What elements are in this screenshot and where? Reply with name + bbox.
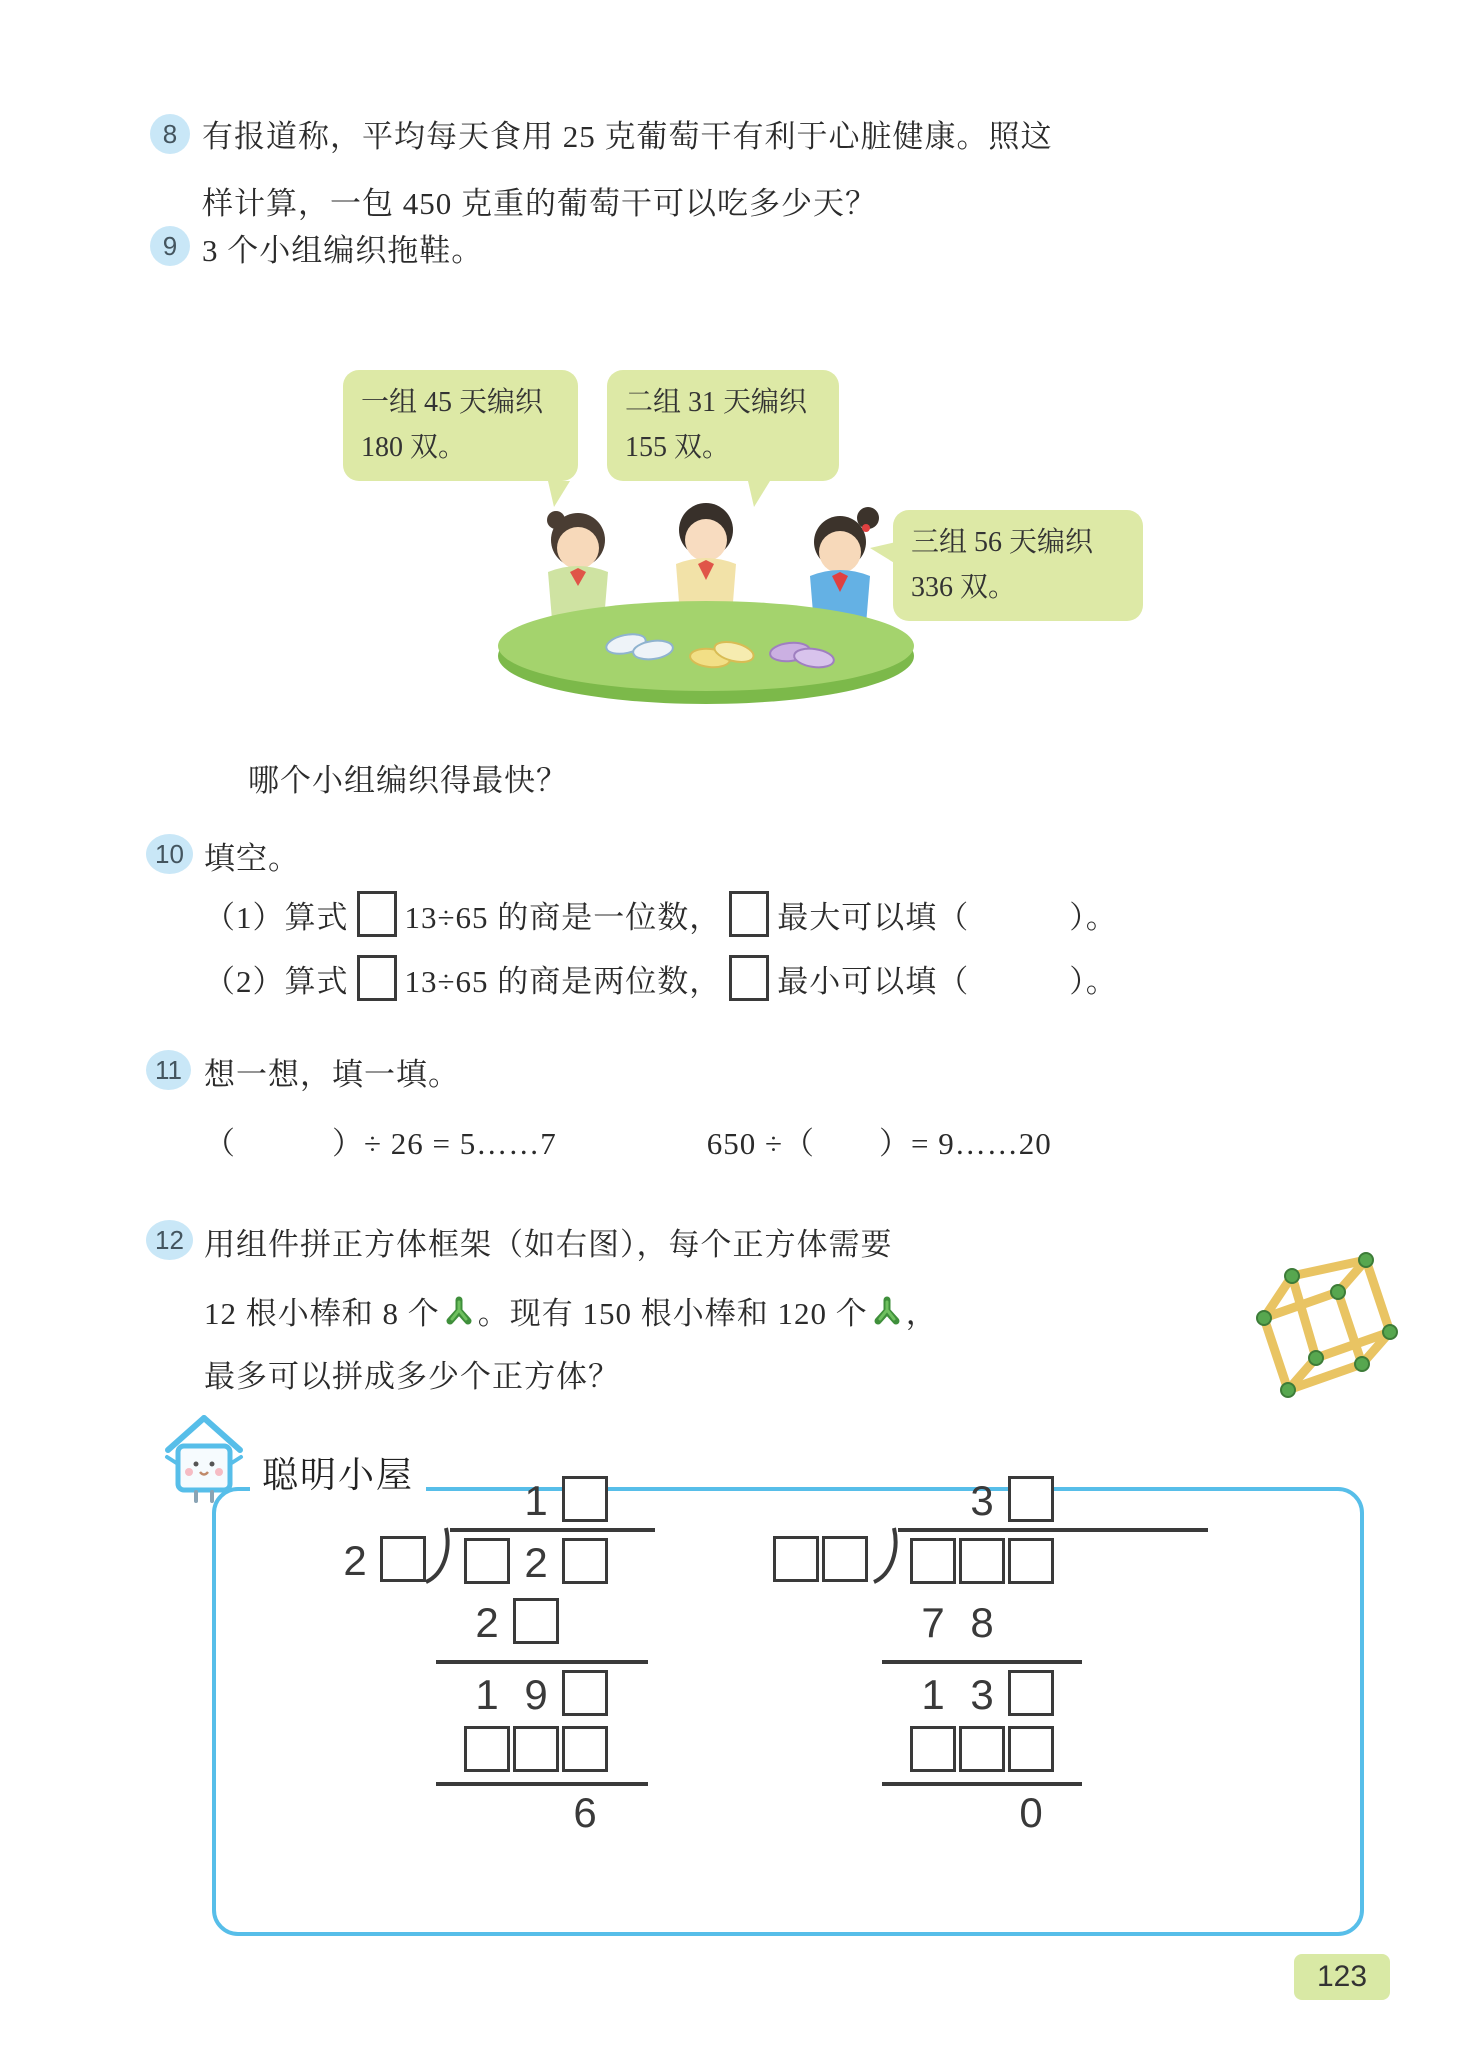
- long-division-left: [330, 1470, 670, 1860]
- blank-box: [729, 955, 769, 1001]
- problem-11-title: 想一想，填一填。: [204, 1057, 460, 1092]
- dividend-digit: 2: [524, 1539, 548, 1586]
- bubble3-line1: 三组 56 天编织: [911, 527, 1094, 558]
- product-digit: 8: [970, 1599, 994, 1646]
- speech-bubble-group2: [607, 370, 839, 481]
- problem-10-title: 填空。: [204, 841, 300, 876]
- y-connector-icon: [873, 1296, 901, 1326]
- blank-box: [1008, 1670, 1054, 1716]
- equation-2: 650 ÷（ ）= 9……20: [706, 1126, 1052, 1161]
- blank-box: [513, 1726, 559, 1772]
- item1-pre: （1）算式: [204, 899, 349, 935]
- problem-8-badge: 8: [150, 114, 190, 154]
- item1-close: ）。: [1069, 899, 1118, 935]
- blank-box: [380, 1536, 426, 1582]
- blank-box: [513, 1598, 559, 1644]
- blank-box: [464, 1538, 510, 1584]
- item2-mid: 13÷65 的商是两位数，: [404, 963, 722, 999]
- blank-box: [357, 891, 397, 937]
- problem-12-line2: [204, 1288, 938, 1333]
- smart-house-title: 聪明小屋: [250, 1447, 426, 1498]
- subtraction-line: [436, 1782, 648, 1786]
- blank-box: [562, 1726, 608, 1772]
- item2-pre: （2）算式: [204, 963, 349, 999]
- y-connector-icon: [445, 1296, 473, 1326]
- line2-seg1: 12 根小棒和 8 个: [204, 1296, 440, 1331]
- page-number-badge: 123: [1294, 1954, 1390, 2000]
- divisor-digit: 2: [343, 1537, 367, 1584]
- product-digit: 2: [475, 1599, 499, 1646]
- bubble3-line2: 336 双。: [911, 572, 1017, 604]
- row-digit: 9: [524, 1671, 548, 1718]
- blank-box: [464, 1726, 510, 1772]
- problem-9-badge: 9: [150, 226, 190, 266]
- problem-12-line1: 用组件拼正方体框架（如右图），每个正方体需要: [204, 1227, 893, 1262]
- subtraction-line: [882, 1660, 1082, 1664]
- long-division-right: [770, 1470, 1220, 1860]
- bubble1-line2: 180 双。: [361, 432, 467, 464]
- blank-box: [1008, 1476, 1054, 1522]
- subtraction-line: [882, 1782, 1082, 1786]
- problem-11-badge: 11: [146, 1050, 191, 1090]
- subtraction-line: [436, 1660, 648, 1664]
- bubble2-line2: 155 双。: [625, 432, 731, 464]
- speech-bubble-group1: [343, 370, 578, 481]
- problem-10-item1: [204, 891, 1118, 937]
- blank-box: [910, 1538, 956, 1584]
- division-vinculum: [898, 1528, 1208, 1532]
- blank-box: [773, 1536, 819, 1582]
- blank-box: [562, 1670, 608, 1716]
- line2-seg3: ，: [905, 1296, 938, 1331]
- division-bracket-curve: [422, 1526, 456, 1586]
- problem-10-badge: 10: [146, 834, 193, 874]
- problem-12-badge: 12: [146, 1220, 193, 1260]
- blank-box: [1008, 1538, 1054, 1584]
- row-digit: 1: [475, 1671, 499, 1718]
- item2-close: ）。: [1069, 963, 1118, 999]
- weaving-illustration: [478, 468, 928, 708]
- problem-11-equations: [204, 1118, 1052, 1163]
- table-top: [498, 601, 914, 691]
- row-digit: 3: [970, 1671, 994, 1718]
- problem-10-item2: [204, 955, 1118, 1001]
- remainder-digit: 6: [573, 1789, 597, 1836]
- quotient-digit: 1: [524, 1477, 548, 1524]
- problem-9-title: 3 个小组编织拖鞋。: [202, 233, 484, 268]
- quotient-digit: 3: [970, 1477, 994, 1524]
- problem-12-line3: 最多可以拼成多少个正方体？: [204, 1359, 620, 1394]
- house-mascot-icon: [162, 1412, 246, 1504]
- problem-8-text-line1: 有报道称，平均每天食用 25 克葡萄干有利于心脏健康。照这: [202, 119, 1053, 154]
- blank-box: [959, 1726, 1005, 1772]
- division-bracket-curve: [870, 1526, 904, 1586]
- bubble2-line1: 二组 31 天编织: [625, 387, 808, 418]
- problem-8-text-line2: 样计算，一包 450 克重的葡萄干可以吃多少天？: [202, 186, 877, 221]
- problem-9-question: 哪个小组编织得最快？: [248, 763, 568, 798]
- equation-1: （ ）÷ 26 = 5……7: [204, 1126, 557, 1161]
- blank-box: [910, 1726, 956, 1772]
- division-vinculum: [450, 1528, 655, 1532]
- blank-box: [357, 955, 397, 1001]
- item1-tail: 最大可以填（: [777, 899, 970, 935]
- girl-1: [547, 511, 608, 624]
- row-digit: 1: [921, 1671, 945, 1718]
- blank-box: [562, 1476, 608, 1522]
- blank-box: [822, 1536, 868, 1582]
- bubble1-line1: 一组 45 天编织: [361, 387, 544, 418]
- line2-seg2: 。现有 150 根小棒和 120 个: [477, 1296, 868, 1331]
- blank-box: [729, 891, 769, 937]
- blank-box: [562, 1538, 608, 1584]
- blank-box: [959, 1538, 1005, 1584]
- blank-box: [1008, 1726, 1054, 1772]
- remainder-digit: 0: [1019, 1789, 1043, 1836]
- item2-tail: 最小可以填（: [777, 963, 970, 999]
- product-digit: 7: [921, 1599, 945, 1646]
- speech-bubble-group3: [893, 510, 1143, 621]
- cube-frame-image: [1232, 1246, 1412, 1418]
- item1-mid: 13÷65 的商是一位数，: [404, 899, 722, 935]
